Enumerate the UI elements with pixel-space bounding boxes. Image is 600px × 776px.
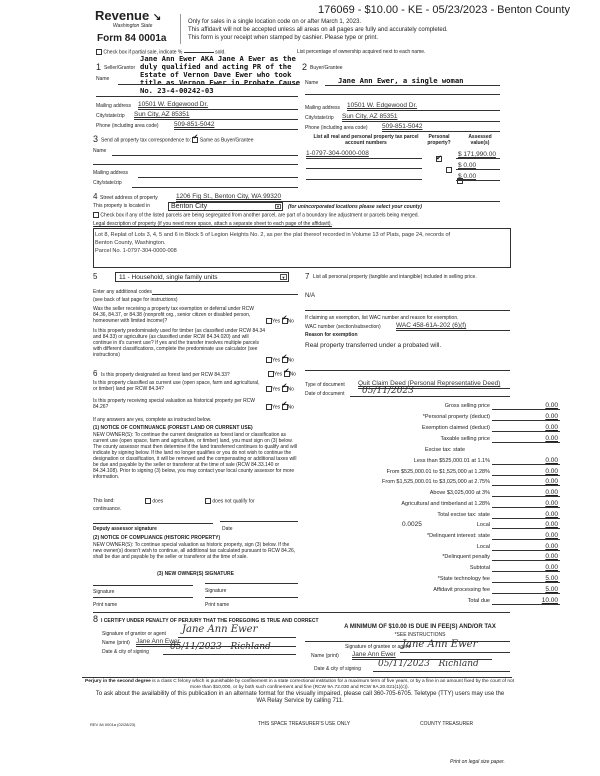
forest-q3-yes-checkbox[interactable] — [266, 404, 272, 410]
calc-line — [492, 560, 560, 561]
street-value[interactable]: 1206 Fig St., Benton City, WA 99320 — [176, 193, 282, 200]
chevron-down-icon: ▼ — [276, 204, 280, 209]
calc-row — [320, 411, 560, 421]
grantor-date-city[interactable]: 05/11/2023 Richland — [170, 642, 271, 652]
accessibility-notice: To ask about the availability of this publication in an alternate format for the visually impaired, please call 360-705-6705. Teletype (TTY) users may use the WA Relay Service by calling 711. — [95, 691, 505, 704]
section-4-number: 4 — [93, 192, 98, 201]
parcel-1-personal-checkbox[interactable] — [436, 156, 442, 162]
parcels-header-number: List all real and personal property tax parcel account numbers — [313, 134, 419, 146]
local-rate: 0.0025 — [402, 521, 422, 528]
grantee-name[interactable]: Jane Ann Ewer — [352, 651, 396, 658]
parcel-1-number[interactable]: 1-0797-304-0000-008 — [306, 150, 369, 157]
corr-name-label: Name — [93, 148, 107, 154]
reason-label: Reason for exemption — [305, 332, 358, 338]
calc-line — [492, 420, 560, 421]
calc-label: From $1,525,000.01 to $3,025,000 at 2.75% — [382, 479, 490, 485]
buyer-city-value[interactable]: Sun City, AZ 85351 — [342, 113, 398, 120]
forest-q3-answer: Yes ✔ No — [266, 404, 294, 410]
calc-label: Local — [476, 522, 490, 528]
calc-value[interactable]: 10.00 — [541, 597, 558, 604]
header-divider — [180, 14, 181, 44]
calc-line — [492, 464, 560, 465]
corr-mailing-label: Mailing address — [93, 170, 129, 176]
calc-line — [492, 528, 560, 529]
buyer-phone-label: Phone (including area code) — [305, 125, 368, 131]
calc-line — [492, 442, 560, 443]
calc-value[interactable]: 0.00 — [545, 532, 558, 539]
land-use-q2: Is this property predominately used for timber (as classified under RCW 84.34 and 84.33) or agriculture (as classified under RCW 84.34.020) and will continue in it's current use? If yes and the transfer involves multiple parcels with different classifications, complete the predominate use calculator (see instructions) — [93, 328, 266, 358]
calc-value[interactable]: 0.00 — [545, 413, 558, 420]
logo-subtitle: Washington State — [113, 23, 153, 29]
continuance-label: continuance. — [93, 506, 122, 512]
section-2-number: 2 — [302, 62, 308, 72]
street-label: Street address of property — [100, 195, 158, 201]
calc-row — [320, 433, 560, 443]
calc-value[interactable]: 0.00 — [545, 478, 558, 485]
calc-value[interactable]: 0.00 — [545, 511, 558, 518]
signature-label-2: Signature — [205, 588, 227, 594]
grantee-sig-label: Signature of grantee or agent — [345, 644, 411, 650]
calc-line — [492, 582, 560, 583]
grantee-signature[interactable]: Jane Ann Ewer — [402, 639, 478, 650]
calc-row — [320, 562, 560, 572]
grantor-date-label: Date & city of signing — [102, 649, 149, 655]
notice-1-title: (1) NOTICE OF CONTINUANCE (FOREST LAND OR CURRENT USE) — [93, 425, 253, 431]
chevron-down-icon: ▼ — [281, 275, 286, 280]
legal-line-1: Lot 8, Replat of Lots 3, 4, 5 and 6 in Block 5 of Legion Heights No. 2, as per the plat thereof recorded in Volume 13 of Plats, page 24, records of — [95, 232, 451, 238]
corr-city-label: City/state/zip — [93, 180, 122, 186]
calc-row — [320, 519, 560, 529]
parcel-2-value[interactable]: $ 0.00 — [458, 162, 477, 169]
doc-type-value[interactable]: Quit Claim Deed (Personal Representative Deed) — [358, 380, 501, 387]
certify-title: I CERTIFY UNDER PENALTY OF PERJURY THAT THE FOREGOING IS TRUE AND CORRECT — [101, 618, 319, 624]
grantor-name-label: Name (print) — [102, 640, 130, 646]
doc-type-label: Type of document — [305, 382, 345, 388]
calc-label: *Personal property (deduct) — [422, 414, 490, 420]
legal-line-2: Benton County, Washington. — [95, 240, 166, 246]
seller-title: Seller/Grantor — [104, 65, 136, 71]
minimum-notice: A MINIMUM OF $10.00 IS DUE IN FEE(S) AND/OR TAX — [344, 624, 496, 630]
forest-q2-yes-checkbox[interactable] — [266, 386, 272, 392]
see-instructions: *SEE INSTRUCTIONS — [394, 632, 446, 638]
calc-label: Local — [476, 544, 490, 550]
buyer-name-label: Name — [305, 80, 319, 86]
recording-stamp: 176069 - $10.00 - KE - 05/23/2023 - Benton County — [318, 4, 570, 16]
calc-line — [492, 571, 560, 572]
grantee-date-label: Date & city of signing — [314, 666, 361, 672]
calc-row — [320, 422, 560, 432]
section-7-number: 7 — [305, 272, 310, 281]
calc-label: Total excise tax: state — [437, 512, 490, 518]
calc-label: Subtotal — [469, 565, 490, 571]
buyer-city-label: City/state/zip — [305, 115, 334, 121]
calc-label: Less than $525,000.01 at 1.1% — [413, 458, 490, 464]
buyer-name-value[interactable]: Jane Ann Ewer, a single woman — [338, 76, 464, 85]
calc-value[interactable]: 0.00 — [545, 553, 558, 560]
section-5-number: 5 — [93, 272, 98, 281]
calc-line — [492, 604, 560, 605]
calc-row — [320, 595, 560, 605]
calc-value[interactable]: 0.00 — [545, 489, 558, 496]
section-3-number: 3 — [93, 134, 99, 144]
located-note: (for unincorporated locations please select your county) — [288, 204, 422, 210]
calc-value[interactable]: 0.00 — [545, 543, 558, 550]
parcel-3-value[interactable]: $ 0.00 — [458, 173, 477, 180]
buyer-mailing-label: Mailing address — [305, 105, 341, 111]
calc-label: Above $3,025,000 at 3% — [429, 490, 490, 496]
grantor-name[interactable]: Jane Ann Ewer — [136, 638, 180, 645]
calc-row — [320, 400, 560, 410]
calc-row — [320, 509, 560, 519]
seller-phone-value[interactable]: 509-851-5042 — [174, 121, 215, 128]
section-8-number: 8 — [93, 614, 99, 624]
calc-row — [320, 541, 560, 551]
calc-line — [492, 496, 560, 497]
parcels-header-value: Assessed value(s) — [468, 134, 492, 146]
legal-label: Legal description of property (if you need more space, attach a separate sheet to each page of the affidavit). — [93, 221, 332, 227]
calc-label: Agricultural and timberland at 1.28% — [401, 501, 490, 507]
notice-2: This affidavit will not be accepted unless all areas on all pages are fully and accurately completed. — [188, 27, 448, 33]
seller-name-label: Name — [96, 76, 110, 82]
wac-value[interactable]: WAC 458-61A-202 (6)(f) — [396, 322, 467, 329]
q1-no-checkbox[interactable] — [282, 318, 288, 324]
notice-1-body: NEW OWNER(S): To continue the current designation as forest land or classification as current use (open space, farm and agriculture, or timber) land, you must sign on (3) below. The county assessor must then determine if the land transferred continues to qualify and will indicate by signing below. If the land no longer qualifies or you do not wish to continue the designation or classification, it will be removed and the compensating or additional taxes will be due and payable by the seller or transferor at the time of sale (RCW 84.33.140 or 84.34.108). Prior to signing (3) below, you may contact your local county assessor for more information. — [93, 432, 297, 480]
doc-date-label: Date of document — [305, 391, 345, 397]
calc-row — [320, 476, 560, 486]
calc-value[interactable]: 5.00 — [545, 586, 558, 593]
wac-label: WAC number (section/subsection) — [305, 324, 381, 330]
calc-label: Affidavit processing fee — [433, 587, 490, 593]
does-not-checkbox[interactable] — [205, 498, 211, 504]
section-1-number: 1 — [96, 62, 102, 72]
partial-sale-checkbox[interactable] — [96, 49, 102, 55]
signature-label-1: Signature — [93, 589, 115, 595]
personal-property-value[interactable]: N/A — [305, 293, 316, 299]
buyer-mailing-value[interactable]: 10501 W. Edgewood Dr. — [347, 102, 418, 109]
parcel-1-value[interactable]: $ 171,990.00 — [458, 151, 496, 158]
logo-swoosh-icon: ↘ — [152, 12, 162, 23]
parcels-header-personal: Personal property? — [427, 134, 451, 146]
calc-value[interactable]: 0.00 — [545, 402, 558, 409]
calc-value[interactable]: 0.00 — [545, 435, 558, 442]
notice-2-body: NEW OWNER(S): To continue special valuation as historic property, sign (3) below. If the new owner(s) doesn't wish to continue, all additional tax calculated pursuant to RCW 84.26, shall be due and payable by the seller or transferor at the time of sale. — [93, 542, 296, 560]
buyer-phone-value[interactable]: 509-851-5042 — [382, 123, 423, 130]
revision-number: REV 84 0001a (02/28/23) — [90, 722, 136, 727]
does-checkbox[interactable] — [145, 498, 151, 504]
does-option: does — [145, 498, 163, 504]
calc-row — [320, 487, 560, 497]
legal-line-3: Parcel No. 1-0797-304-0000-008 — [95, 248, 177, 254]
q2-no-checkbox[interactable] — [282, 357, 288, 363]
forest-q1-answer: Yes ✔ No — [268, 371, 296, 377]
forest-q1: Is this property designated as forest land per RCW 84.33? — [101, 372, 230, 378]
calc-value[interactable]: 0.00 — [545, 500, 558, 507]
calc-label: Excise tax: state — [424, 447, 465, 453]
forest-q2: Is this property classified as current use (open space, farm and agricultural, or timber) land per RCW 84.34? — [93, 380, 260, 392]
calc-label: Gross selling price — [444, 403, 490, 409]
forest-q1-yes-checkbox[interactable] — [268, 371, 274, 377]
calc-row — [320, 573, 560, 583]
calc-label: *Delinquent penalty — [442, 554, 490, 560]
buyer-title: Buyer/Grantee — [310, 65, 343, 71]
calc-label: *State technology fee — [437, 576, 490, 582]
calc-line — [492, 539, 560, 540]
calc-line — [492, 593, 560, 594]
notice-1: Only for sales in a single location code on or after March 1, 2023. — [188, 19, 362, 25]
calc-line — [492, 431, 560, 432]
doc-date-value[interactable]: 05/11/2023 — [362, 386, 414, 396]
legal-description-box[interactable] — [93, 228, 511, 268]
calc-label: Taxable selling price — [440, 436, 490, 442]
perjury-notice: Perjury in the second degree is a class C felony which is punishable by confinement in a state correctional institution for a maximum term of five years, or by a fine in an amount fixed by the court of not more than $10,000, or by both such confinement and fine (RCW 9A.72.030 and RCW 9A.20.021(1)(c)). — [85, 679, 514, 690]
exemption-label: If claiming an exemption, list WAC number and reason for exemption. — [305, 315, 459, 321]
calc-row — [320, 498, 560, 508]
ownership-note: List percentage of ownership acquired next to each name. — [297, 49, 426, 55]
calc-line — [492, 485, 560, 486]
located-label: This property is located in — [93, 203, 150, 209]
calc-value[interactable]: 0.00 — [545, 564, 558, 571]
segregated-row: Check box if any of the listed parcels are being segregated from another parcel, are part of a boundary line adjustment or parcels being merged. — [93, 212, 419, 218]
calc-label: *Delinquent interest: state — [427, 533, 490, 539]
segregated-checkbox[interactable] — [93, 212, 99, 218]
forest-if-yes: If any answers are yes, complete as instructed below. — [93, 417, 212, 423]
deputy-signature-label: Deputy assessor signature — [93, 526, 157, 532]
grantee-name-label: Name (print) — [311, 653, 339, 659]
land-use-q1: Was the seller receiving a property tax exemption or deferral under RCW 84.36, 84.37, or 84.38 (nonprofit org., senior citizen or disabled person, homeowner with limited income)? — [93, 306, 254, 324]
seller-city-value[interactable]: Sun City, AZ 85351 — [134, 111, 190, 118]
forest-q2-no-checkbox[interactable] — [282, 386, 288, 392]
forest-q2-answer: Yes ✔ No — [266, 386, 294, 392]
forest-q3-no-checkbox[interactable] — [282, 404, 288, 410]
seller-city-label: City/state/zip — [96, 113, 125, 119]
q2-yes-checkbox[interactable] — [266, 357, 272, 363]
grantor-sig-label: Signature of grantor or agent — [102, 631, 166, 637]
additional-codes-label: Enter any additional codes — [93, 289, 152, 295]
correspondence-row: Send all property tax correspondence to: ✔ Same as Buyer/Grantee — [101, 137, 253, 143]
calc-label: From $525,000.01 to $1,525,000 at 1.28% — [386, 469, 490, 475]
deputy-date-label: Date — [222, 526, 233, 532]
calc-row — [320, 530, 560, 540]
partial-sale-row: Check box if partial sale, indicate % sold. — [96, 49, 226, 55]
seller-phone-label: Phone (including area code) — [96, 123, 159, 129]
section-6-number: 6 — [93, 369, 98, 378]
county-treasurer-label: COUNTY TREASURER — [420, 721, 474, 727]
this-land-label: This land: — [93, 498, 115, 504]
calc-value[interactable]: 5.00 — [545, 575, 558, 582]
print-name-label-2: Print name — [205, 602, 230, 608]
personal-property-label: List all personal property (tangible and intangible) included in selling price. — [313, 274, 477, 280]
print-name-label-1: Print name — [93, 602, 118, 608]
same-as-buyer-checkbox[interactable] — [192, 137, 198, 143]
calc-row — [320, 584, 560, 594]
see-back-note: (see back of last page for instructions) — [93, 297, 178, 303]
land-use-q2-answer: Yes ✔ No — [266, 357, 294, 363]
location-select[interactable]: Benton City ▼ — [168, 202, 283, 211]
calc-line — [492, 409, 560, 410]
calc-row — [320, 444, 560, 454]
forest-q3: Is this property receiving special valuation as historical property per RCW 84.26? — [93, 398, 256, 410]
print-legal-note: Print on legal size paper. — [450, 759, 505, 765]
q1-yes-checkbox[interactable] — [266, 318, 272, 324]
calc-line — [492, 507, 560, 508]
treasurer-use-label: THIS SPACE TREASURER'S USE ONLY — [258, 721, 351, 727]
seller-name-value[interactable]: Jane Ann Ewer AKA Jane A Ewer as the duly qualified and acting PR of the Estate of Vernon Dave Ewer who took title as Vernon Ewer in Probate Cause No. 23-4-00242-03 — [140, 54, 301, 95]
forest-q1-no-checkbox[interactable] — [284, 371, 290, 377]
calc-value[interactable]: 0.00 — [545, 424, 558, 431]
seller-mailing-value[interactable]: 10501 W. Edgewood Dr. — [138, 101, 209, 108]
reason-value[interactable]: Real property transferred under a probated will. — [305, 342, 442, 349]
calc-value[interactable]: 0.00 — [545, 457, 558, 464]
seller-mailing-label: Mailing address — [96, 103, 132, 109]
calc-value[interactable]: 0.00 — [545, 521, 558, 528]
calc-label: Total due — [467, 598, 490, 604]
revenue-logo: Revenue ↘ — [95, 8, 162, 23]
calc-row — [320, 466, 560, 476]
form-number: Form 84 0001a — [97, 33, 167, 44]
notice-2-title: (2) NOTICE OF COMPLIANCE (HISTORIC PROPERTY) — [93, 535, 221, 541]
calc-value[interactable]: 0.00 — [545, 468, 558, 475]
land-use-q1-answer: Yes ✔ No — [266, 318, 294, 324]
land-use-select[interactable]: 11 - Household, single family units ▼ — [115, 272, 289, 282]
calc-row — [320, 455, 560, 465]
parcel-2-personal-checkbox[interactable] — [446, 167, 452, 173]
grantee-date-city[interactable]: 05/11/2023 Richland — [378, 659, 479, 669]
calc-label: Exemption claimed (deduct) — [421, 425, 490, 431]
does-not-option: does not qualify for — [205, 498, 255, 504]
notice-3: This form is your receipt when stamped by cashier. Please type or print. — [188, 35, 379, 41]
notice-3-title: (3) NEW OWNER(S) SIGNATURE — [157, 571, 234, 577]
grantor-signature[interactable]: Jane Ann Ewer — [182, 624, 258, 635]
calc-row — [320, 551, 560, 561]
